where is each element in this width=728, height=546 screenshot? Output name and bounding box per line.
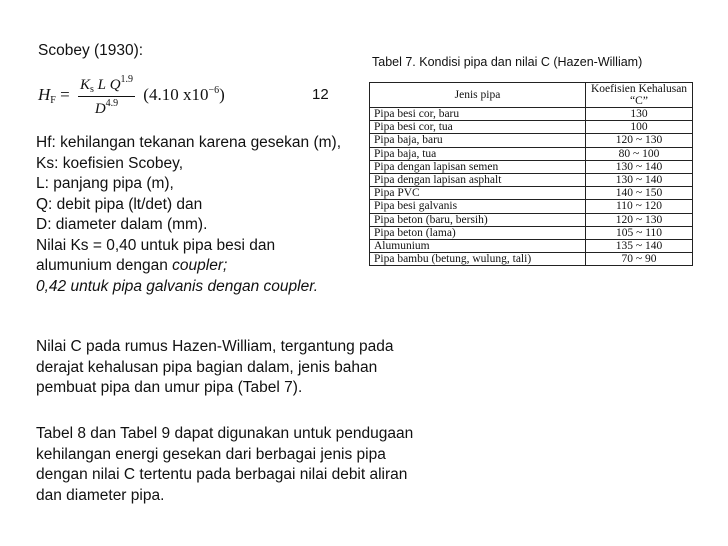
formula-lhs: H [38,84,51,104]
table-caption: Tabel 7. Kondisi pipa dan nilai C (Hazen-William) [372,55,643,69]
pipe-c-table [369,82,693,266]
c-value-cell: 120 ~ 130 [586,134,693,147]
equals-sign: = [60,84,70,104]
table-row [370,108,693,121]
variable-definitions [36,133,341,297]
table-row [370,121,693,134]
table-row [370,239,693,252]
italic-term: coupler; [172,257,228,274]
header-coefficient: Koefisien Kehalusan “C” [586,83,693,108]
pipe-type-cell: Pipa baja, tua [370,147,586,160]
c-value-cell: 105 ~ 110 [586,226,693,239]
c-value-cell: 130 ~ 140 [586,160,693,173]
definition-line: Q: debit pipa (lt/det) dan [36,195,203,213]
paragraph-tables [36,424,413,506]
pipe-type-cell: Pipa PVC [370,187,586,200]
pipe-type-cell: Pipa besi cor, baru [370,108,586,121]
section-heading: Scobey (1930): [38,42,144,59]
paragraph-line: dengan nilai C tertentu pada berbagai nilai debit aliran [36,466,408,483]
formula-numerator: $K_s$ L $Q^{1.9}$ [79,74,134,95]
table-row [370,253,693,266]
table-row [370,147,693,160]
pipe-type-cell: Pipa dengan lapisan asphalt [370,173,586,186]
c-value-cell: 135 ~ 140 [586,239,693,252]
definition-line: Ks: koefisien Scobey, [36,154,184,172]
formula-fraction [78,74,135,118]
pipe-type-cell: Pipa beton (baru, bersih) [370,213,586,226]
definition-line: L: panjang pipa (m), [36,175,174,192]
definition-line-italic: 0,42 untuk pipa galvanis dengan coupler. [36,277,319,295]
pipe-type-cell: Pipa dengan lapisan semen [370,160,586,173]
formula-denominator: $D^{4.9}$ [94,98,119,117]
c-value-cell: 110 ~ 120 [586,200,693,213]
c-value-cell: 140 ~ 150 [586,187,693,200]
paragraph-line: kehilangan energi gesekan dari berbagai jenis pipa [36,445,386,463]
c-value-cell: 70 ~ 90 [586,253,693,266]
paragraph-hazen-william [36,337,394,399]
definition-line: Hf: kehilangan tekanan karena gesekan (m), [36,134,342,151]
pipe-type-cell: Alumunium [370,239,586,252]
paragraph-line: pembuat pipa dan umur pipa (Tabel 7). [36,379,303,396]
paragraph-line: dan diameter pipa. [36,486,165,504]
pipe-type-cell: Pipa bambu (betung, wulung, tali) [370,253,586,266]
pipe-type-cell: Pipa baja, baru [370,134,586,147]
scobey-formula [38,74,225,118]
table-row [370,213,693,226]
table-row [370,187,693,200]
table-row [370,226,693,239]
c-value-cell: 80 ~ 100 [586,147,693,160]
table-row [370,200,693,213]
paragraph-line: derajat kehalusan pipa bagian dalam, jenis bahan [36,358,378,376]
table-row [370,173,693,186]
definition-line: alumunium dengan coupler; [36,257,228,274]
equation-number: 12 [312,86,329,103]
definition-line: Nilai Ks = 0,40 untuk pipa besi dan [36,236,276,254]
table-row [370,134,693,147]
header-pipe-type: Jenis pipa [370,83,586,108]
c-value-cell: 100 [586,121,693,134]
c-value-cell: 130 ~ 140 [586,173,693,186]
formula-factor: (4.10 $x10^{-6}$) [143,84,225,104]
pipe-type-cell: Pipa besi galvanis [370,200,586,213]
definition-line: D: diameter dalam (mm). [36,216,208,233]
c-value-cell: 120 ~ 130 [586,213,693,226]
pipe-type-cell: Pipa besi cor, tua [370,121,586,134]
table-header-row [370,83,693,108]
formula-lhs-sub: F [50,94,56,106]
pipe-type-cell: Pipa beton (lama) [370,226,586,239]
paragraph-line: Tabel 8 dan Tabel 9 dapat digunakan untuk pendugaan [36,425,414,442]
table-row [370,160,693,173]
c-value-cell: 130 [586,108,693,121]
paragraph-line: Nilai C pada rumus Hazen-William, tergantung pada [36,338,394,355]
